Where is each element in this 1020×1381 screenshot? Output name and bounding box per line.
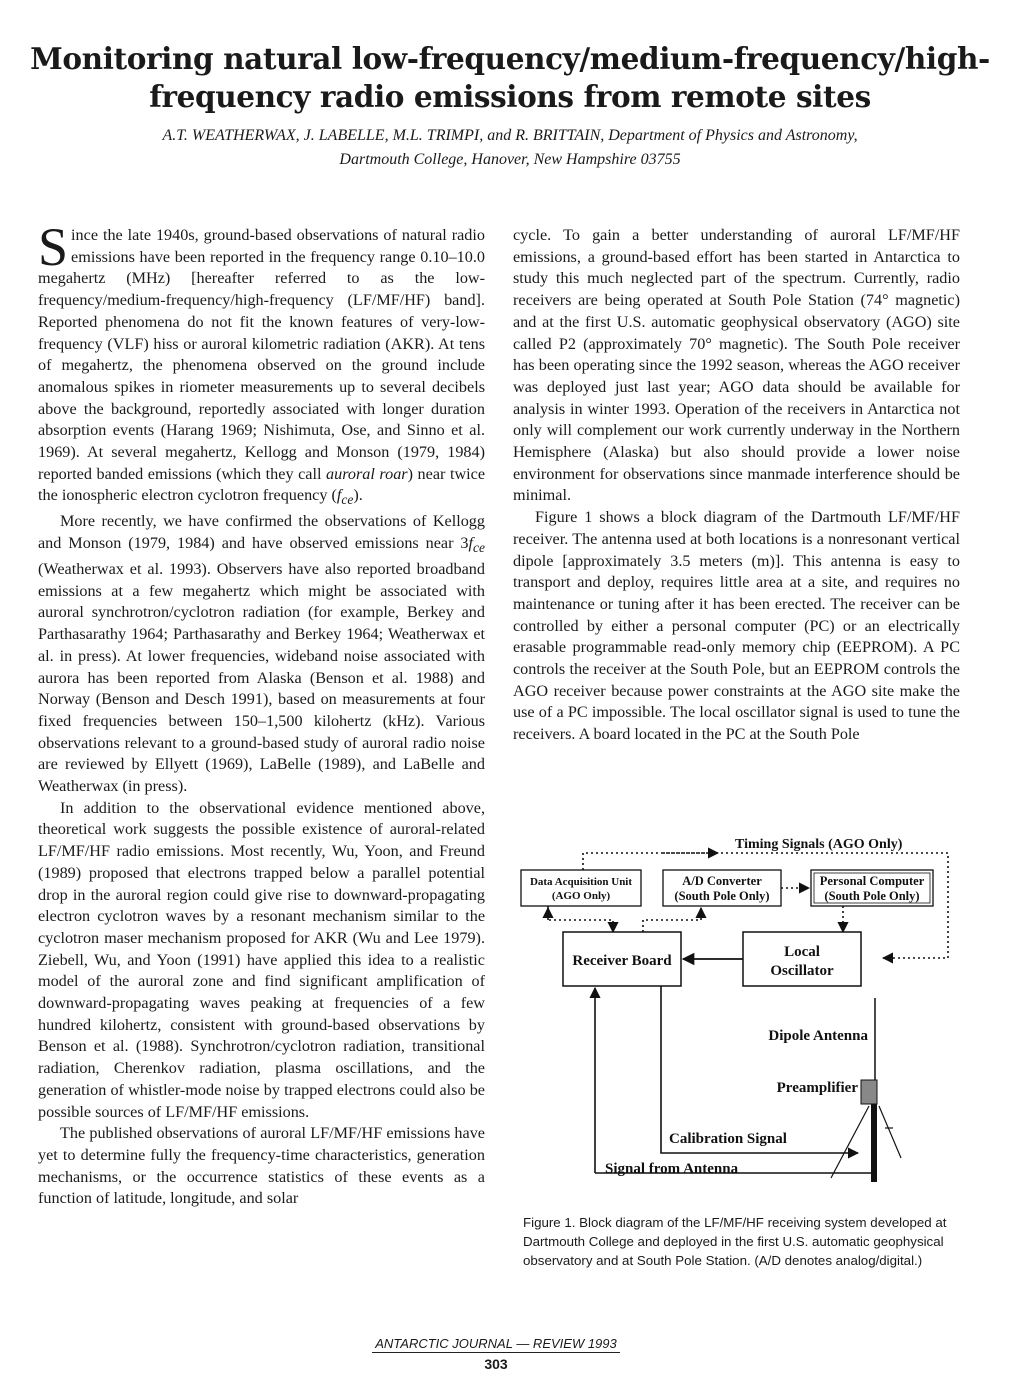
- paragraph-3: In addition to the observational evidence mentioned above, theoretical work suggests the possible existence of auroral-related LF/MF/HF radio emissions. Most recently, Wu, Yoon, and Freund (1989) proposed that electrons trapped below a parallel potential drop in the auroral region could give rise to downward-propagating electron cyclotron waves by a resonant mechanism similar to the cyclotron maser mechanism proposed for AKR (Wu and Lee 1979). Ziebell, Wu, and Yoon (1991) have applied this idea to a realistic model of the auroral zone and find significant amplification of downward-propagating waves peaking at frequencies of a few hundred kilohertz, consistent with ground-based observations by Benson et al. (1988). Synchrotron/cyclotron radiation, transitional radiation, Cherenkov radiation, plasma oscillations, and the generation of whistler-mode noise by trapped electrons could also be possible sources of LF/MF/HF emissions.: [38, 798, 485, 1121]
- ad-line-1: A/D Converter: [682, 874, 762, 888]
- timing-signals-label: Timing Signals (AGO Only): [735, 837, 903, 852]
- paragraph-1-text-c: ).: [353, 486, 363, 505]
- calibration-signal-label: Calibration Signal: [669, 1131, 787, 1147]
- paragraph-5: cycle. To gain a better understanding of auroral LF/MF/HF emissions, a ground-based effort has been started in Antarctica to study this much neglected part of the spectrum. Currently, radio receivers are being operated at South Pole Station (74° magnetic) and at the first U.S. automatic geophysical observatory (AGO) site called P2 (approximately 70° magnetic). The South Pole receiver has been operating since the 1992 season, whereas the AGO receiver was deployed just last year; AGO data should be available for analysis in winter 1993. Operation of the receivers in Antarctica not only will complement our work currently underway in the Northern Hemisphere (Alaska) but also should provide a lower noise environment for observations since manmade interference should be minimal.: [513, 226, 960, 505]
- paragraph-2-text-b: (Weatherwax et al. 1993). Observers have also reported broadband emissions at a few megahertz which might be associated with auroral synchrotron/cyclotron radiation (for example, Berkey and Parthasarathy 1964; Parthasarathy and Berkey 1964; Weatherwax et al. in press). At lower frequencies, wideband noise associated with aurora has been reported from Alaska (Benson et al. 1988) and Norway (Benson and Desch 1991), based on measurements at four fixed frequencies between 150–1,500 kilohertz (kHz). Various observations relevant to a ground-based study of auroral radio noise are reviewed by Ellyett (1969), LaBelle (1989), and LaBelle and Weatherwax (in press).: [38, 560, 485, 796]
- title-line-2: frequency radio emissions from remote sites: [149, 79, 871, 114]
- paragraph-1: [38, 217, 485, 511]
- left-column: [38, 217, 485, 1210]
- receiver-board-box: [563, 932, 681, 986]
- paragraph-2-text-a: More recently, we have confirmed the observations of Kellogg and Monson (1979, 1984) and have observed emissions near 3: [38, 512, 485, 553]
- pc-line-2: (South Pole Only): [824, 889, 920, 903]
- ad-converter-box: [663, 870, 781, 906]
- paragraph-1-text-b: ) near twice the ionospheric electron cyclotron frequency (: [38, 464, 485, 505]
- receiver-board-label: Receiver Board: [572, 953, 672, 969]
- drop-cap: S: [38, 217, 69, 277]
- block-diagram-svg: [513, 828, 963, 1188]
- author-block: [0, 124, 1020, 172]
- symbol-ce-2: ce: [473, 540, 485, 556]
- symbol-f-2: f: [468, 534, 474, 553]
- figure-1-block-diagram: [513, 828, 963, 1188]
- local-oscillator-box: [743, 932, 861, 986]
- paragraph-2: [38, 511, 485, 797]
- title-line-1: Monitoring natural low-frequency/medium-frequency/high-: [30, 41, 990, 76]
- personal-computer-box: [811, 870, 933, 906]
- paragraph-6: Figure 1 shows a block diagram of the Dartmouth LF/MF/HF receiver. The antenna used at both locations is a nonresonant vertical dipole [approximately 3.5 meters (m)]. This antenna is easy to transport and deploy, requires little area at a site, and requires no maintenance or tuning after it has been erected. The receiver can be controlled by either a personal computer (PC) or an electrically erasable programmable read-only memory chip (EEPROM). A PC controls the receiver at the South Pole, but an EEPROM controls the AGO receiver because power constraints at the AGO site make the use of a PC impossible. The local oscillator signal is used to tune the receivers. A board located in the PC at the South Pole: [513, 508, 960, 744]
- article-title: [0, 40, 1020, 116]
- figure-caption: Figure 1. Block diagram of the LF/MF/HF receiving system developed at Dartmouth College and deployed in the first U.S. automatic geophysical observatory and at South Pole Station. (A/D denotes analog/digital.): [523, 1215, 947, 1268]
- preamplifier-label: Preamplifier: [776, 1080, 858, 1096]
- paragraph-4: The published observations of auroral LF/MF/HF emissions have yet to determine fully the frequency-time characteristics, generation mechanisms, or the occurrence statistics of these events as a function of latitude, longitude, and solar: [38, 1124, 485, 1208]
- calibration-signal-line: [661, 986, 858, 1153]
- symbol-ce: ce: [341, 492, 354, 508]
- data-acquisition-box: [521, 870, 641, 906]
- data-acq-line-2: (AGO Only): [551, 890, 611, 902]
- journal-footer: ANTARCTIC JOURNAL — REVIEW 1993: [372, 1336, 620, 1353]
- author-line: A.T. WEATHERWAX, J. LABELLE, M.L. TRIMPI, and R. BRITTAIN, Department of Physics and Astronomy,: [162, 127, 858, 144]
- ad-line-2: (South Pole Only): [674, 889, 770, 903]
- page-number: 303: [484, 1356, 508, 1372]
- pc-line-1: Personal Computer: [819, 874, 925, 888]
- right-column: [513, 225, 960, 746]
- data-acq-line-1: Data Acquisition Unit: [529, 876, 633, 888]
- local-osc-line-1: Local: [784, 944, 820, 960]
- local-osc-line-2: Oscillator: [770, 963, 834, 979]
- paragraph-1-text-a: ince the late 1940s, ground-based observations of natural radio emissions have been reported in the frequency range 0.10–10.0 megahertz (MHz) [hereafter referred to as the low-frequency/medium-frequency/high-frequency (LF/MF/HF) band]. Reported phenomena do not fit the known features of very-low-frequency (VLF) hiss or auroral kilometric radiation (AKR). At tens of megahertz, the phenomena observed on the ground include anomalous spikes in riometer measurements up to several decibels above the background, reportedly associated with longer duration absorption events (Harang 1969; Nishimuta, Ose, and Sinno et al. 1969). At several megahertz, Kellogg and Monson (1979, 1984) reported banded emissions (which they call: [38, 226, 485, 483]
- affiliation-line: Dartmouth College, Hanover, New Hampshire 03755: [339, 151, 681, 168]
- signal-from-antenna-label: Signal from Antenna: [605, 1161, 739, 1177]
- auroral-roar-term: auroral roar: [326, 464, 408, 483]
- symbol-f: f: [336, 486, 342, 505]
- receiver-to-daq-link: [548, 906, 613, 932]
- receiver-to-ad-link: [643, 908, 701, 932]
- dipole-antenna-label: Dipole Antenna: [768, 1028, 868, 1044]
